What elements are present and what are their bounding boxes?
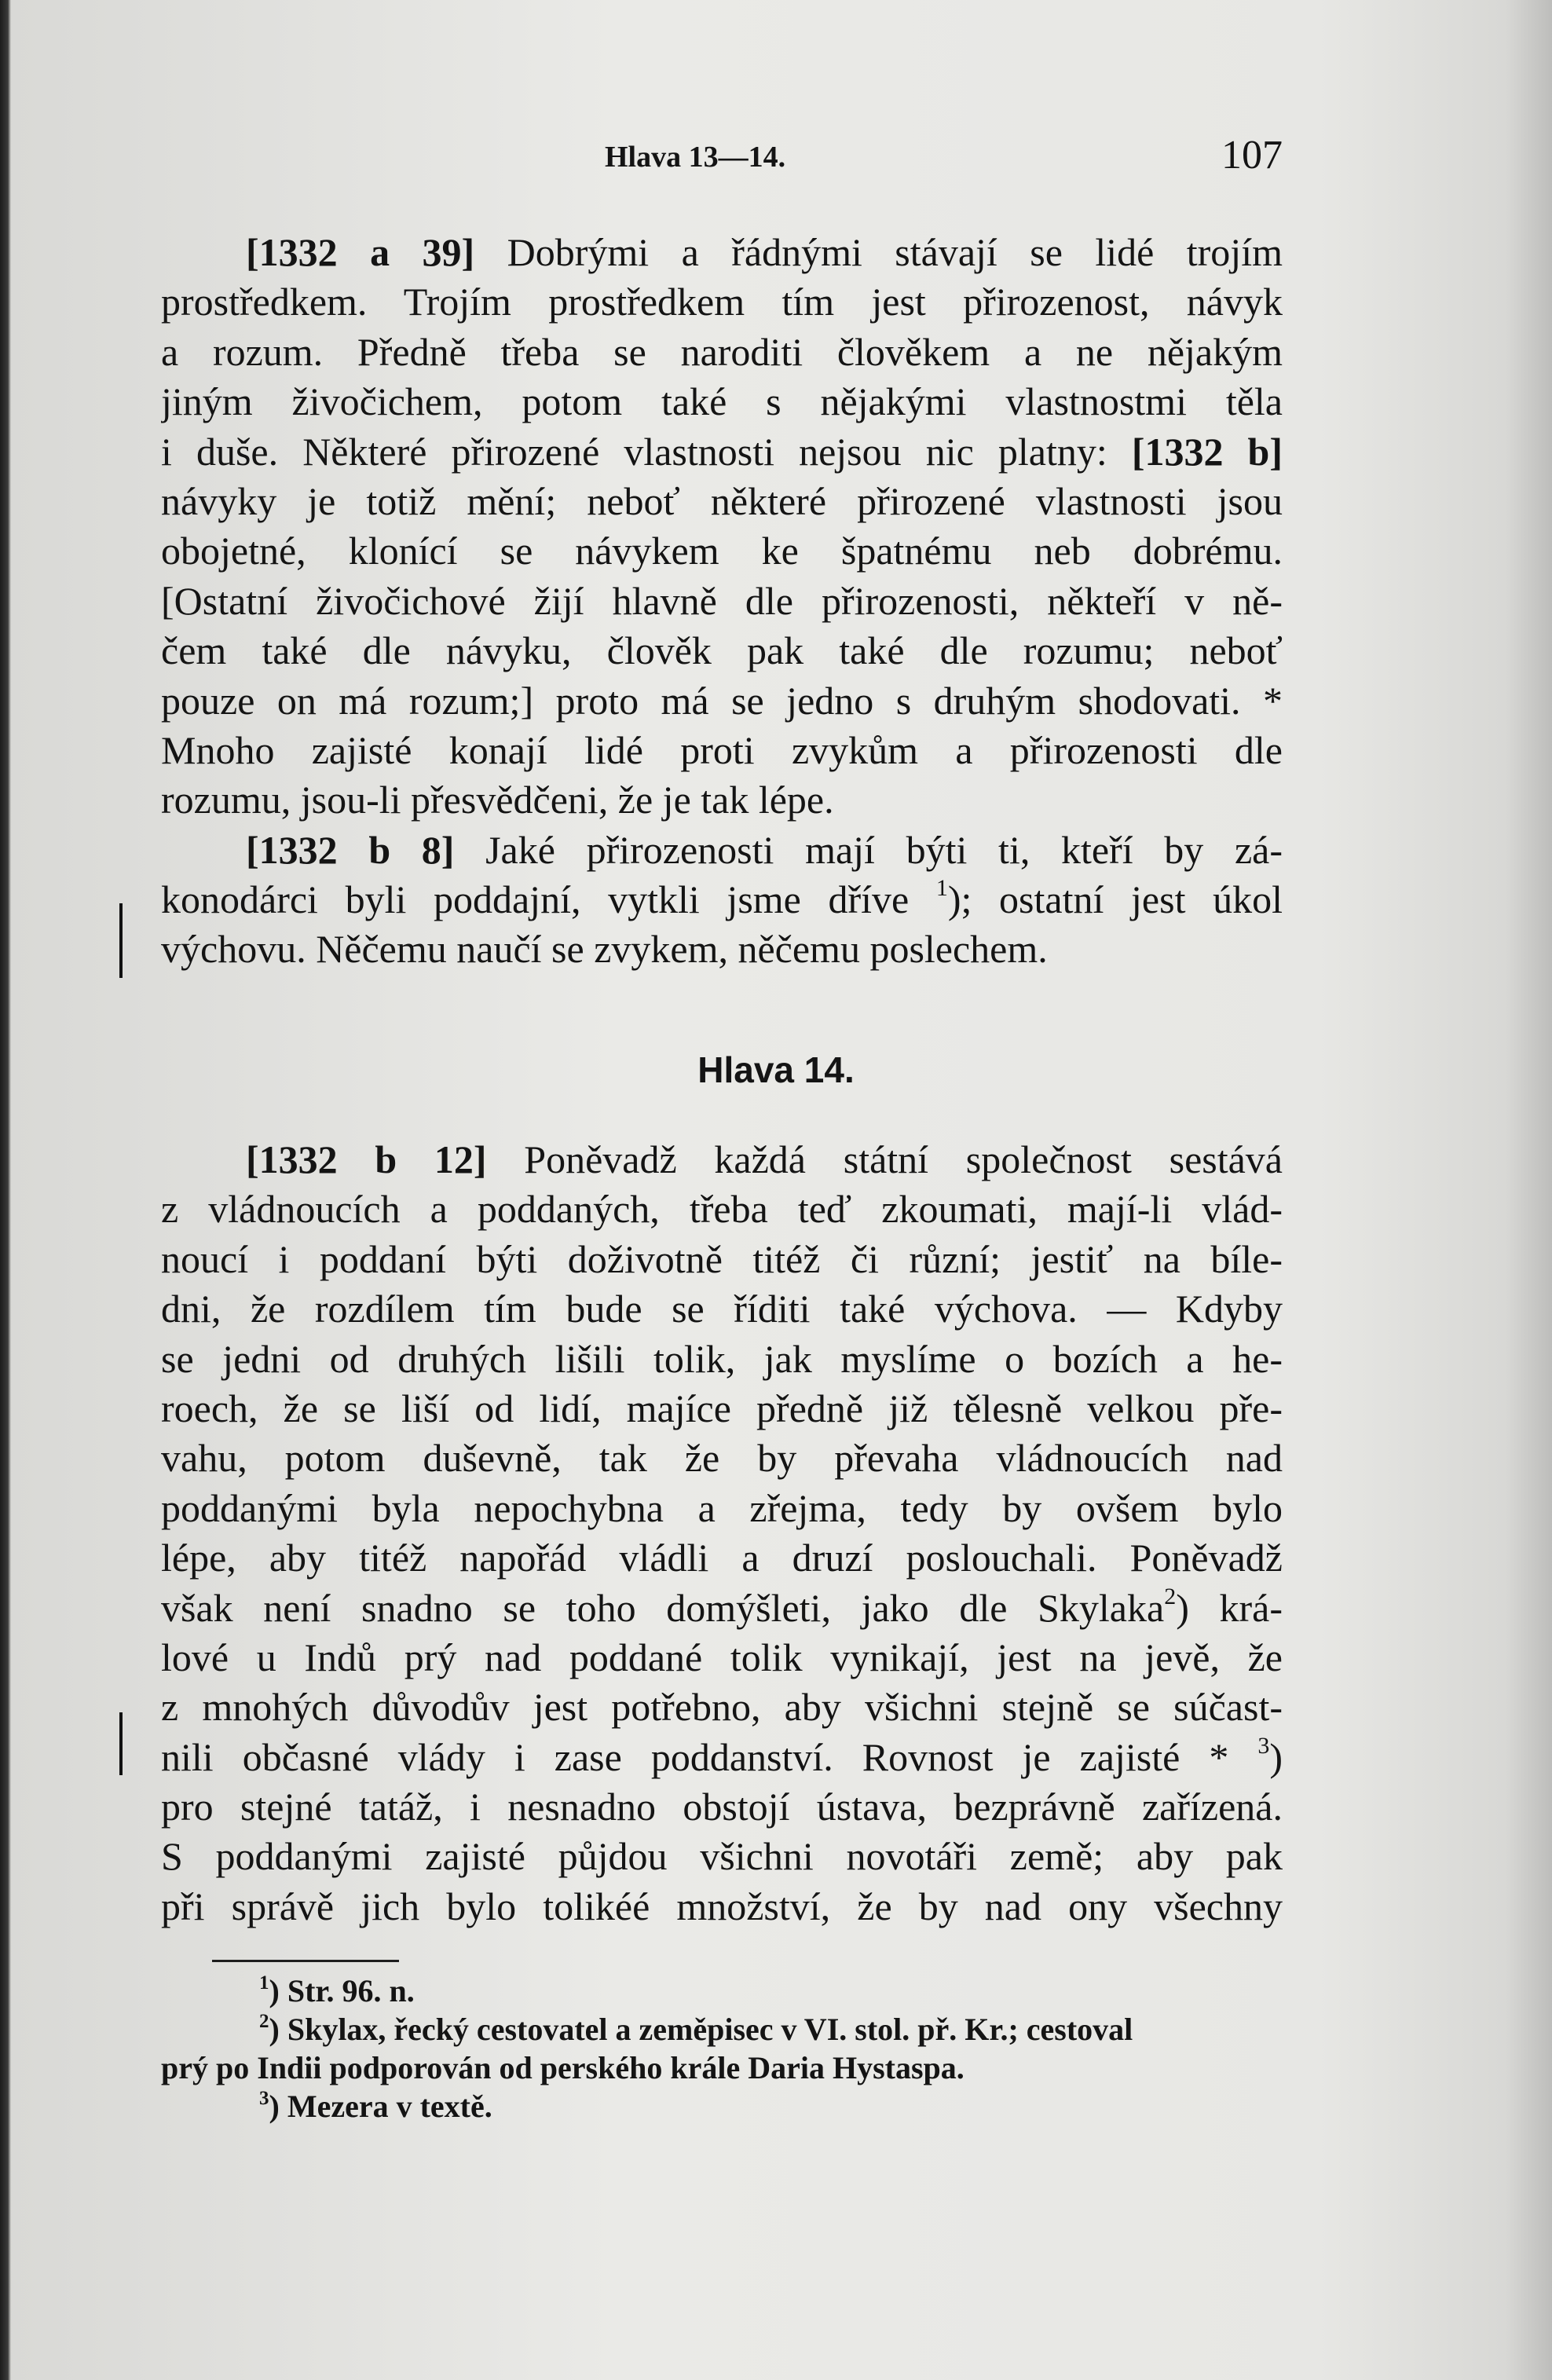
- bekker-reference: [1332 a 39]: [246, 230, 475, 274]
- text-line: noucí i poddaní býti doživotně titéž či různí; jestiť na bíle-: [161, 1236, 1283, 1281]
- text-line: z mnohých důvodův jest potřebno, aby všichni stejně se súčast-: [161, 1685, 1283, 1730]
- bekker-reference: [1332 b 8]: [246, 827, 455, 872]
- text-line: se jedni od druhých lišili tolik, jak myslíme o bozích a he-: [161, 1336, 1283, 1381]
- text-line: poddanými byla nepochybna a zřejma, tedy by ovšem bylo: [161, 1485, 1283, 1530]
- text-line: obojetné, klonící se návykem ke špatnému neb dobrému.: [161, 529, 1283, 573]
- text-line: vahu, potom duševně, tak že by převaha vládnoucích nad: [161, 1436, 1283, 1481]
- footnote: $^3$) Mezera v textě.: [259, 2088, 492, 2124]
- text-line: rozumu, jsou-li přesvědčeni, že je tak lépe.: [161, 778, 834, 822]
- text-line: při správě jich bylo tolikéé množství, že by nad ony všechny: [161, 1884, 1283, 1928]
- footnote-ref: 1: [935, 875, 948, 902]
- body-text-chapter-14: [161, 1135, 1283, 1931]
- text-line: [1332 a 39] Dobrými a řádnými stávají se lidé trojím: [246, 230, 1283, 274]
- text-line: z vládnoucích a poddaných, třeba teď zkoumati, mají-li vlád-: [161, 1187, 1283, 1232]
- text-line: S poddanými zajisté půjdou všichni novotáři země; aby pak: [161, 1834, 1283, 1879]
- text-line: nili občasné vlády i zase poddanství. Rovnost je zajisté * $^3$): [161, 1732, 1283, 1779]
- footnote-continuation: prý po Indii podporován od perského krále Daria Hystaspa.: [161, 2050, 965, 2085]
- footnote: $^2$) Skylax, řecký cestovatel a zeměpisec v VI. stol. př. Kr.; cestoval: [259, 2011, 1133, 2047]
- text-line: lové u Indů prý nad poddané tolik vynikají, jest na jevě, že: [161, 1635, 1283, 1679]
- text-line: pro stejné tatáž, i nesnadno obstojí ústava, bezprávně zařízená.: [161, 1785, 1283, 1829]
- bekker-reference: [1332 b]: [1131, 429, 1283, 474]
- page-number: 107: [1221, 133, 1283, 178]
- text-line: i duše. Některé přirozené vlastnosti nejsou nic platny: [1332 b]: [161, 429, 1283, 474]
- text-line: však není snadno se toho domýšleti, jako dle Skylaka$^2$) krá-: [161, 1583, 1283, 1630]
- text-line: čem také dle návyku, člověk pak také dle rozumu; neboť: [161, 628, 1283, 673]
- footnote-ref: 2: [1164, 1583, 1177, 1609]
- margin-mark: [119, 903, 123, 978]
- text-line: výchovu. Něčemu naučí se zvykem, něčemu poslechem.: [161, 927, 1048, 972]
- running-title: Hlava 13—14.: [605, 141, 786, 174]
- text-line: a rozum. Předně třeba se naroditi člověkem a ne nějakým: [161, 329, 1283, 374]
- text-line: [1332 b 12] Poněvadž každá státní společnost sestává: [246, 1137, 1283, 1181]
- margin-mark: [119, 1712, 123, 1775]
- text-line: pouze on má rozum;] proto má se jedno s druhým shodovati. *: [161, 678, 1283, 723]
- text-line: [1332 b 8] Jaké přirozenosti mají býti ti, kteří by zá-: [246, 827, 1283, 872]
- footnote-ref: 3: [1257, 1732, 1270, 1759]
- body-text-chapter-13: [161, 228, 1283, 975]
- footnotes: [161, 1972, 1284, 2126]
- text-line: lépe, aby titéž napořád vládli a druzí poslouchali. Poněvadž: [161, 1536, 1283, 1580]
- text-line: dni, že rozdílem tím bude se říditi také výchova. — Kdyby: [161, 1287, 1283, 1331]
- text-line: prostředkem. Trojím prostředkem tím jest přirozenost, návyk: [161, 280, 1283, 324]
- footnote-separator: [212, 1960, 399, 1962]
- text-line: [Ostatní živočichové žijí hlavně dle přirozenosti, někteří v ně-: [161, 578, 1283, 623]
- text-line: konodárci byli poddajní, vytkli jsme dříve $^1$); ostatní jest úkol: [161, 875, 1283, 922]
- text-line: roech, že se liší od lidí, majíce předně již tělesně velkou pře-: [161, 1386, 1283, 1430]
- text-line: návyky je totiž mění; neboť některé přirozené vlastnosti jsou: [161, 478, 1283, 523]
- text-line: jiným živočichem, potom také s nějakými vlastnostmi těla: [161, 379, 1283, 424]
- chapter-heading: Hlava 14.: [697, 1049, 855, 1090]
- footnote: $^1$) Str. 96. n.: [259, 1972, 415, 2008]
- bekker-reference: [1332 b 12]: [246, 1137, 487, 1181]
- text-line: Mnoho zajisté konají lidé proti zvykům a přirozenosti dle: [161, 727, 1283, 772]
- page-header: [161, 132, 1283, 187]
